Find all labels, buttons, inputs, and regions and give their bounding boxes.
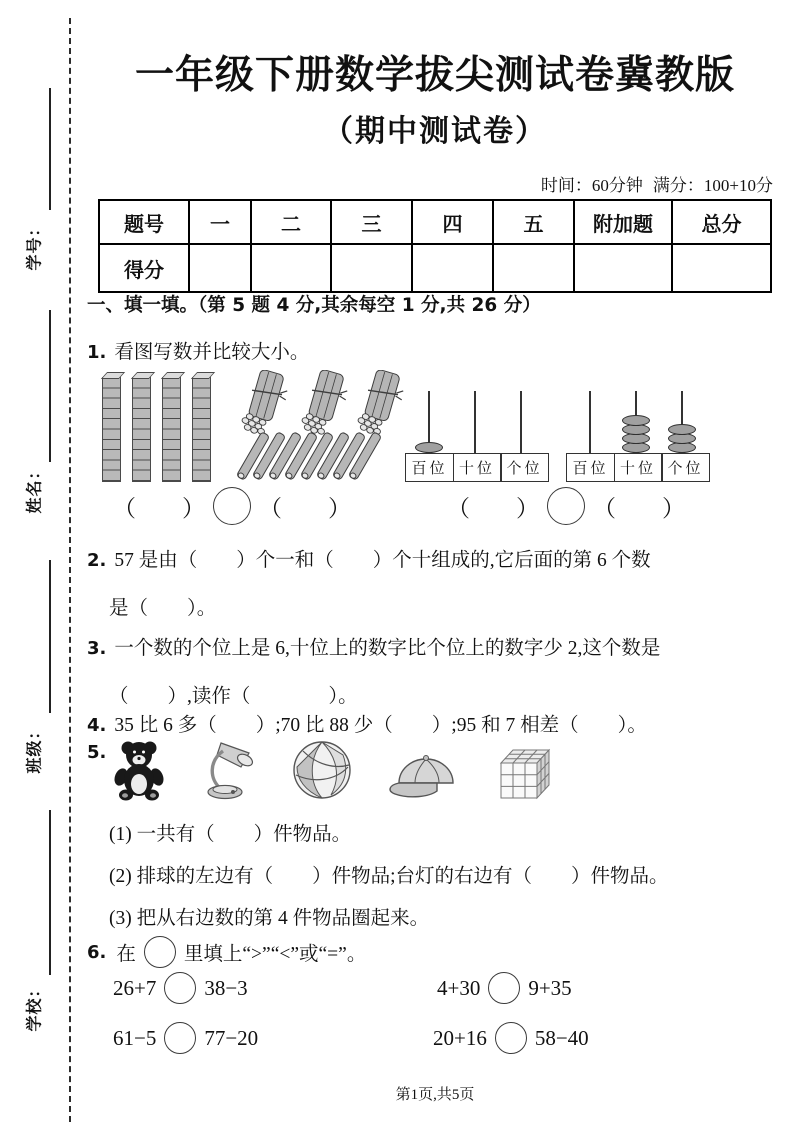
question-text: 里填上“>”“<”或“=”。 [183,944,367,965]
expression-left: 4+30 [437,975,481,1000]
question-text: (1) 一共有（ ）件物品。 [109,824,352,845]
comparison-circle [164,1022,196,1054]
abacus-rod [520,391,522,453]
score-cell [251,244,331,292]
place-value-label: 百 位 [566,453,615,482]
question-text: 一个数的个位上是 6,十位上的数字比个位上的数字少 2,这个数是 [114,638,661,659]
score-table-header: 一 [189,200,251,244]
score-table-header: 三 [331,200,412,244]
q1-answer-right [447,487,685,525]
score-cell [412,244,493,292]
score-table-header: 五 [493,200,574,244]
score-cell [672,244,771,292]
comparison-circle [495,1022,527,1054]
teddy-bear-icon [111,737,169,801]
dashed-cut-line [69,18,71,1122]
expression-left: 26+7 [113,975,157,1000]
class-label: 班级： [24,722,44,774]
abacus-bead [622,415,650,426]
answer-blank: （ ） [447,495,539,521]
question-number: 3. [87,638,107,659]
paper-subtitle: （期中测试卷） [323,115,547,148]
full-score-info: 满分：100+10分 [652,176,773,195]
expression-left: 20+16 [433,1025,487,1050]
q6-expression [433,1022,589,1054]
place-value-abacus-left [405,386,555,482]
question-5-sub2 [109,860,669,888]
score-table-header: 二 [251,200,331,244]
place-value-label: 十 位 [453,453,502,482]
writing-line [49,310,51,462]
question-text: (3) 把从右边数的第 4 件物品圈起来。 [109,908,430,929]
question-5-sub1 [109,818,351,846]
rubiks-cube-icon [493,741,551,801]
expression-right: 9+35 [528,975,572,1000]
question-text: 35 比 6 多（ ）;70 比 88 少（ ）;95 和 7 相差（ ）。 [114,715,647,736]
volleyball-icon [291,739,353,801]
comparison-circle [547,487,585,525]
answer-blank: （ ） [259,495,351,521]
student-no-label: 学号： [24,219,44,271]
expression-right: 77−20 [204,1025,259,1050]
question-3-line2 [109,680,358,708]
answer-blank: （ ） [593,495,685,521]
q1-answer-left [113,487,351,525]
place-value-label: 个 位 [500,453,549,482]
desk-lamp-icon [201,737,259,801]
writing-line [49,810,51,975]
score-cell [331,244,412,292]
question-2-line2 [109,592,216,620]
place-value-label: 十 位 [614,453,663,482]
paper-content [85,0,785,1122]
abacus-rod [474,391,476,453]
question-3 [87,632,660,660]
abacus-rod [589,391,591,453]
base-ten-rod [162,377,181,482]
writing-line [49,560,51,713]
paper-title: 一年级下册数学拔尖测试卷冀教版 [134,54,735,97]
expression-left: 61−5 [113,1025,157,1050]
question-text: (2) 排球的左边有（ ）件物品;台灯的右边有（ ）件物品。 [109,866,669,887]
place-value-abacus-right [566,386,716,482]
score-cell [189,244,251,292]
expression-right: 38−3 [204,975,248,1000]
question-6 [87,936,366,968]
question-number: 2. [87,550,107,571]
score-cell [574,244,672,292]
base-ten-rod [132,377,151,482]
stick-bundle-icon [237,370,291,436]
question-2 [87,544,651,572]
section-one-heading: 一、填一填。（第 5 题 4 分,其余每空 1 分,共 26 分） [87,295,541,316]
question-text: 是（ ）。 [109,598,217,619]
question-text: 在 [116,944,136,965]
question-number: 4. [87,715,107,736]
school-label: 学校： [24,980,44,1032]
name-label: 姓名： [24,462,44,514]
base-ten-rod [192,377,211,482]
score-cell [493,244,574,292]
cap-icon [385,749,461,801]
score-table-header: 题号 [99,200,189,244]
answer-blank: （ ） [113,495,205,521]
score-table-header: 附加题 [574,200,672,244]
question-number: 5. [87,742,107,763]
q6-expression [113,1022,258,1054]
question-5-sub3 [109,902,429,930]
comparison-circle [213,487,251,525]
score-table [98,199,772,293]
comparison-circle [488,972,520,1004]
place-value-label: 个 位 [661,453,710,482]
comparison-circle [164,972,196,1004]
place-value-label: 百 位 [405,453,454,482]
question-text: 看图写数并比较大小。 [114,342,310,363]
q6-expression [437,972,572,1004]
time-info: 时间：60分钟 [540,176,643,195]
score-table-header: 四 [412,200,493,244]
question-text: 57 是由（ ）个一和（ ）个十组成的,它后面的第 6 个数 [114,550,651,571]
question-number: 6. [87,941,107,963]
q1-figure [85,368,785,486]
score-row-label: 得分 [99,244,189,292]
page-footer: 第1页,共5页 [395,1087,475,1103]
abacus-bead [668,424,696,435]
stick-bundle-icon [353,370,407,436]
question-text: （ ）,读作（ ）。 [109,686,358,707]
question-number: 1. [87,342,107,363]
score-table-header: 总分 [672,200,771,244]
q6-expression [113,972,248,1004]
question-1 [87,336,309,364]
base-ten-rod [102,377,121,482]
abacus-bead [415,442,443,453]
writing-line [49,88,51,210]
exam-info [531,171,773,196]
comparison-circle [144,936,176,968]
stick-bundle-icon [297,370,351,436]
q5-object-row [111,733,551,801]
expression-right: 58−40 [534,1025,589,1050]
